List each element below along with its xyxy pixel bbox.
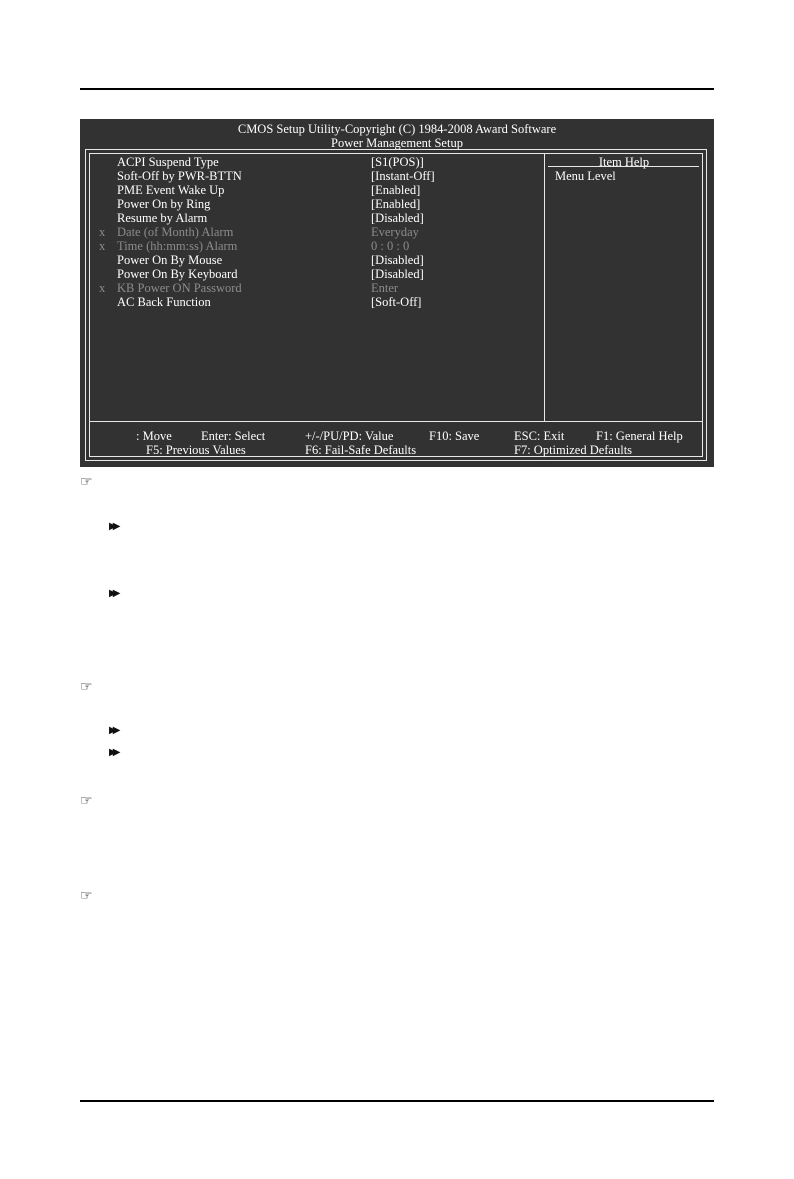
disabled-mark: x	[99, 239, 106, 253]
double-arrow-right-icon: ▶▶	[109, 747, 117, 758]
setting-label: Time (hh:mm:ss) Alarm	[117, 239, 238, 253]
pointing-hand-icon: ☞	[80, 679, 93, 695]
top-rule	[80, 88, 714, 90]
menu-level-text: Menu Level	[555, 169, 616, 183]
setting-value: Enter	[371, 281, 399, 295]
footer-optimized: F7: Optimized Defaults	[514, 443, 633, 457]
setting-value[interactable]: [Instant-Off]	[371, 169, 435, 183]
footer-exit: ESC: Exit	[514, 429, 565, 443]
setting-label: Resume by Alarm	[117, 211, 208, 225]
setting-value[interactable]: [Enabled]	[371, 183, 421, 197]
setting-label: KB Power ON Password	[117, 281, 242, 295]
setting-label: PME Event Wake Up	[117, 183, 225, 197]
setting-row	[80, 281, 540, 295]
setting-row	[80, 239, 540, 253]
setting-value[interactable]: [Enabled]	[371, 197, 421, 211]
pointing-hand-icon: ☞	[80, 793, 93, 809]
setting-value[interactable]: [Soft-Off]	[371, 295, 422, 309]
pointing-hand-icon: ☞	[80, 474, 93, 490]
setting-row[interactable]	[80, 169, 540, 183]
setting-row[interactable]	[80, 267, 540, 281]
footer-failsafe: F6: Fail-Safe Defaults	[305, 443, 417, 457]
footer-enter: Enter: Select	[201, 429, 266, 443]
setting-label: Power On by Ring	[117, 197, 211, 211]
footer-value: +/-/PU/PD: Value	[305, 429, 394, 443]
setting-label: ACPI Suspend Type	[117, 155, 219, 169]
double-arrow-right-icon: ▶▶	[109, 588, 117, 599]
setting-label: Soft-Off by PWR-BTTN	[117, 169, 242, 183]
setting-value[interactable]: [Disabled]	[371, 211, 424, 225]
disabled-mark: x	[99, 225, 106, 239]
setting-value[interactable]: [S1(POS)]	[371, 155, 424, 169]
setting-label: Date (of Month) Alarm	[117, 225, 234, 239]
footer-save: F10: Save	[429, 429, 480, 443]
setting-row[interactable]	[80, 197, 540, 211]
double-arrow-right-icon: ▶▶	[109, 521, 117, 532]
footer-general-help: F1: General Help	[596, 429, 683, 443]
pointing-hand-icon: ☞	[80, 888, 93, 904]
footer-divider	[89, 421, 703, 422]
setting-value: 0 : 0 : 0	[371, 239, 410, 253]
setting-value[interactable]: [Disabled]	[371, 267, 424, 281]
bottom-rule	[80, 1100, 714, 1102]
bios-subtitle: Power Management Setup	[331, 136, 463, 150]
setting-row[interactable]	[80, 211, 540, 225]
setting-row	[80, 225, 540, 239]
setting-label: Power On By Mouse	[117, 253, 223, 267]
footer-previous: F5: Previous Values	[146, 443, 246, 457]
setting-row[interactable]	[80, 155, 540, 169]
setting-row[interactable]	[80, 183, 540, 197]
setting-value: Everyday	[371, 225, 419, 239]
bios-screenshot	[80, 119, 714, 467]
setting-label: AC Back Function	[117, 295, 211, 309]
setting-value[interactable]: [Disabled]	[371, 253, 424, 267]
setting-row[interactable]	[80, 253, 540, 267]
disabled-mark: x	[99, 281, 106, 295]
item-help-title: Item Help	[598, 155, 650, 169]
panel-divider	[544, 153, 545, 421]
double-arrow-right-icon: ▶▶	[109, 725, 117, 736]
bios-title: CMOS Setup Utility-Copyright (C) 1984-2008 Award Software	[237, 122, 557, 136]
setting-row[interactable]	[80, 295, 540, 309]
footer-move: : Move	[136, 429, 172, 443]
setting-label: Power On By Keyboard	[117, 267, 238, 281]
